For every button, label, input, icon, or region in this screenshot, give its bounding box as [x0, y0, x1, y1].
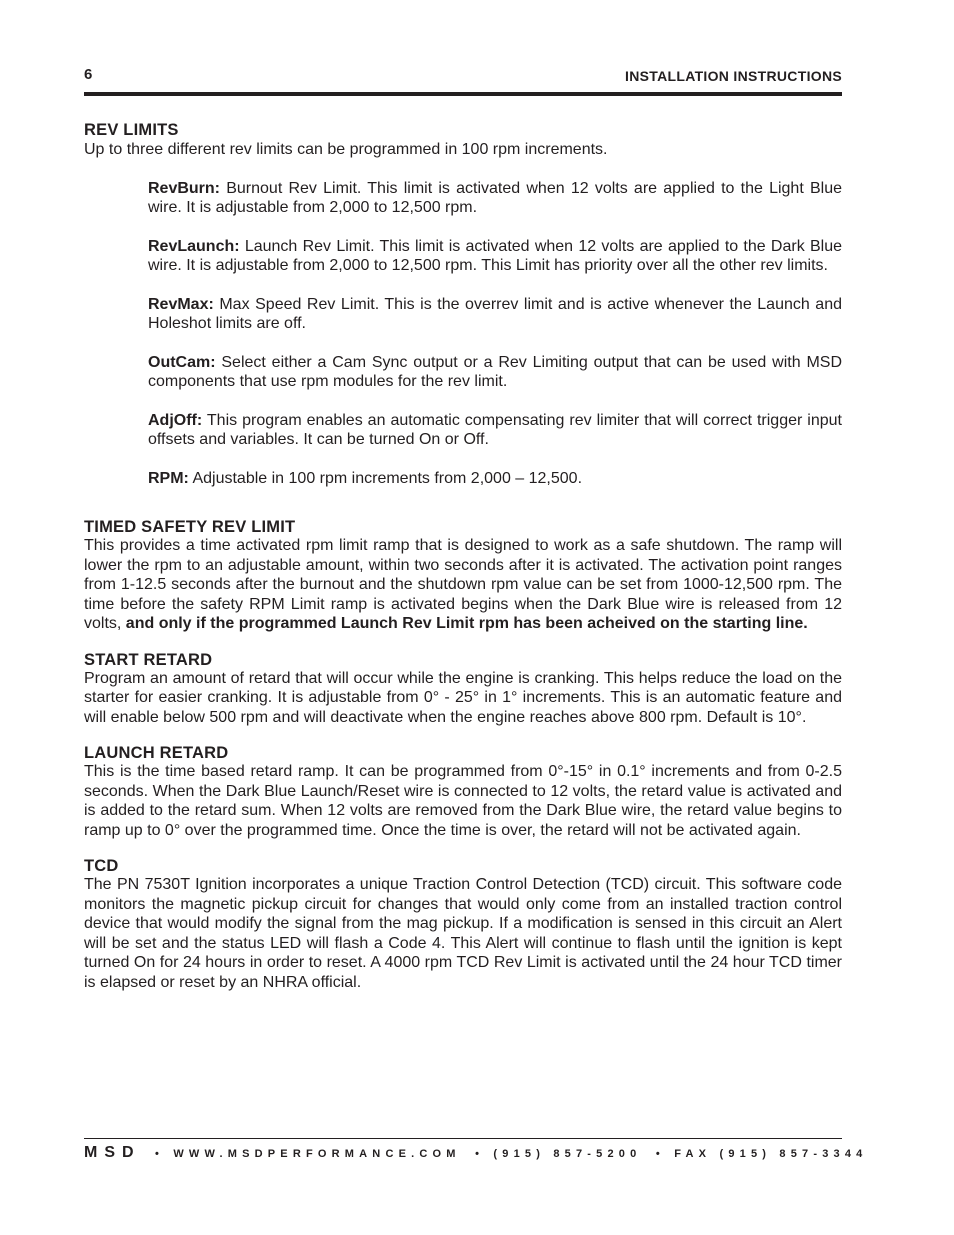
- section-start-retard: [84, 650, 842, 728]
- item-text: Max Speed Rev Limit. This is the overrev limit and is active whenever the Launch and Holeshot limits are off.: [148, 295, 842, 332]
- item-text: Burnout Rev Limit. This limit is activated when 12 volts are applied to the Light Blue wire. It is adjustable from 2,000 to 12,500 rpm.: [148, 179, 842, 216]
- section-body: The PN 7530T Ignition incorporates a unique Traction Control Detection (TCD) circuit. This software code monitors the magnetic pickup circuit for changes that would only come from an installed traction control device that would modify the signal from the mag pickup. If a modification is sensed in this circuit an Alert will be set and the status LED will flash a Code 4. This Alert will continue to flash until the ignition is kept turned On for 24 hours in order to reset. A 4000 rpm TCD Rev Limit is activated until the 24 hour TCD timer is elapsed or reset by an NHRA official.: [84, 876, 842, 991]
- rev-limit-item-outcam: [148, 353, 842, 392]
- footer-website: WWW.MSDPERFORMANCE.COM: [173, 1148, 461, 1160]
- item-text: Select either a Cam Sync output or a Rev Limiting output that can be used with MSD components that use rpm modules for the rev limit.: [148, 353, 842, 390]
- page-content: [84, 120, 842, 992]
- footer-phone: (915) 857-5200: [493, 1148, 642, 1160]
- item-term: RPM:: [148, 469, 189, 487]
- section-heading: TCD: [84, 857, 119, 875]
- item-text: Adjustable in 100 rpm increments from 2,000 – 12,500.: [188, 469, 583, 487]
- footer-bullet: •: [655, 1148, 660, 1160]
- section-heading: START RETARD: [84, 650, 213, 669]
- page-footer: [84, 1138, 868, 1162]
- page-header: [84, 64, 842, 96]
- item-term: RevMax:: [148, 295, 214, 313]
- section-body: This is the time based retard ramp. It can be programmed from 0°-15° in 0.1° increments and from 0-2.5 seconds. When the Dark Blue Launch/Reset wire is connected to 12 volts, the retard value is activated and is added to the retard sum. When 12 volts are removed from the Dark Blue wire, the retard value begins to ramp up to 0° over the programmed time. Once the time is over, the retard will not be activated again.: [84, 763, 842, 839]
- header-title: INSTALLATION INSTRUCTIONS: [625, 68, 842, 84]
- footer-fax: FAX (915) 857-3344: [674, 1148, 868, 1160]
- section-launch-retard: [84, 743, 842, 840]
- footer-brand: MSD: [84, 1144, 141, 1161]
- section-intro: Up to three different rev limits can be programmed in 100 rpm increments.: [84, 141, 608, 158]
- item-text: Launch Rev Limit. This limit is activated when 12 volts are applied to the Dark Blue wire. It is adjustable from 2,000 to 12,500 rpm. This Limit has priority over all the other rev limits.: [148, 237, 842, 274]
- rev-limit-item-revlaunch: [148, 237, 842, 276]
- section-heading: TIMED SAFETY REV LIMIT: [84, 518, 296, 536]
- section-body: [84, 536, 842, 634]
- item-term: RevLaunch:: [148, 237, 240, 255]
- page-number: 6: [84, 66, 93, 83]
- section-tcd: [84, 856, 842, 992]
- item-text: This program enables an automatic compensating rev limiter that will correct trigger input offsets and variables. It can be turned On or Off.: [148, 411, 842, 448]
- footer-bullet: •: [155, 1148, 159, 1160]
- rev-limit-item-rpm: [148, 469, 842, 489]
- rev-limit-item-revmax: [148, 295, 842, 334]
- section-heading: REV LIMITS: [84, 121, 179, 139]
- item-term: RevBurn:: [148, 179, 221, 197]
- footer-bullet: •: [475, 1148, 479, 1160]
- item-term: AdjOff:: [148, 411, 203, 429]
- section-timed-safety-rev-limit: [84, 517, 842, 634]
- body-bold-text: and only if the programmed Launch Rev Limit rpm has been acheived on the starting line.: [125, 615, 808, 632]
- section-rev-limits: [84, 120, 842, 488]
- rev-limit-item-revburn: [148, 179, 842, 218]
- section-heading: LAUNCH RETARD: [84, 744, 229, 762]
- item-term: OutCam:: [148, 353, 216, 371]
- rev-limit-item-adjoff: [148, 411, 842, 450]
- section-body: Program an amount of retard that will occur while the engine is cranking. This helps reduce the load on the starter for easier cranking. It is adjustable from 0° - 25° in 1° increments. This is an automatic feature and will enable below 500 rpm and will deactivate when the engine reaches above 800 rpm. Default is 10°.: [84, 669, 842, 726]
- body-text: This provides a time activated rpm limit ramp that is designed to work as a safe shutdown. The ramp will lower the rpm to an adjustable amount, within two seconds after it is activated. The activation point ranges from 1-12.5 seconds after the burnout and the shutdown rpm value can be set from 1000-12,500 rpm. The time before the safety RPM Limit ramp is activated begins when the Dark Blue wire is released from 12 volts,: [84, 537, 842, 632]
